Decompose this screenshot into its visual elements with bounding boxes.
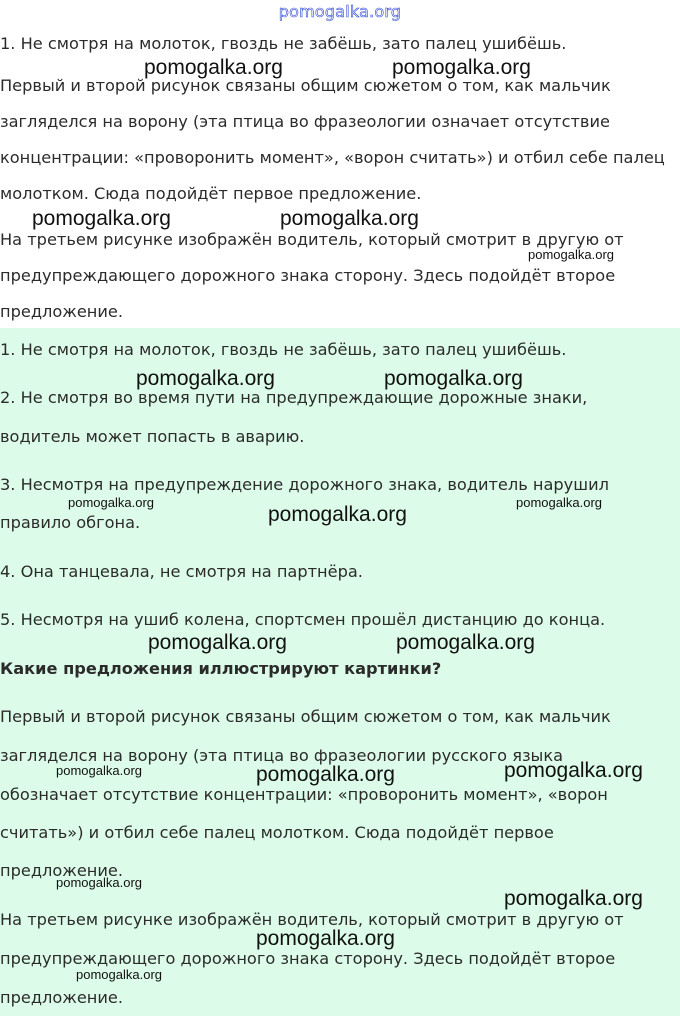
watermark: pomogalka.org — [56, 875, 142, 890]
watermark: pomogalka.org — [516, 495, 602, 510]
example-sentence: 4. Она танцевала, не смотря на партнёра. — [0, 562, 363, 581]
paragraph-line: На третьем рисунке изображён водитель, который смотрит в другую от — [0, 230, 624, 249]
watermark: pomogalka.org — [396, 631, 535, 654]
watermark: pomogalka.org — [256, 763, 395, 786]
watermark: pomogalka.org — [56, 763, 142, 778]
paragraph-line: концентрации: «проворонить момент», «ворон считать») и отбил себе палец — [0, 148, 665, 167]
watermark: pomogalka.org — [280, 207, 419, 230]
watermark: pomogalka.org — [144, 56, 283, 79]
watermark: pomogalka.org — [528, 247, 614, 262]
paragraph-line: считать») и отбил себе палец молотком. Сюда подойдёт первое — [0, 823, 554, 842]
paragraph-line: На третьем рисунке изображён водитель, который смотрит в другую от — [0, 910, 624, 929]
example-sentence: 3. Несмотря на предупреждение дорожного знака, водитель нарушил — [0, 475, 609, 494]
watermark: pomogalka.org — [384, 367, 523, 390]
watermark: pomogalka.org — [32, 207, 171, 230]
watermark: pomogalka.org — [148, 631, 287, 654]
paragraph-line: молотком. Сюда подойдёт первое предложение. — [0, 184, 422, 203]
watermark: pomogalka.org — [392, 56, 531, 79]
watermark: pomogalka.org — [256, 927, 395, 950]
site-logo[interactable]: pomogalka.org — [278, 2, 402, 21]
paragraph-line: предложение. — [0, 988, 124, 1007]
paragraph-line: Первый и второй рисунок связаны общим сюжетом о том, как мальчик — [0, 707, 611, 726]
paragraph-line: предупреждающего дорожного знака сторону. Здесь подойдёт второе — [0, 266, 616, 285]
watermark: pomogalka.org — [76, 967, 162, 982]
watermark: pomogalka.org — [268, 503, 407, 526]
paragraph-line: Первый и второй рисунок связаны общим сюжетом о том, как мальчик — [0, 76, 611, 95]
paragraph-line: загляделся на ворону (эта птица во фразеологии означает отсутствие — [0, 112, 610, 131]
example-sentence: правило обгона. — [0, 513, 141, 532]
paragraph-line: предложение. — [0, 302, 124, 321]
paragraph-line: обозначает отсутствие концентрации: «проворонить момент», «ворон — [0, 785, 608, 804]
question-heading: Какие предложения иллюстрируют картинки? — [0, 659, 442, 678]
paragraph-line: 1. Не смотря на молоток, гвоздь не забёшь, зато палец ушибёшь. — [0, 34, 567, 53]
watermark: pomogalka.org — [136, 367, 275, 390]
example-sentence: 5. Несмотря на ушиб колена, спортсмен прошёл дистанцию до конца. — [0, 610, 606, 629]
watermark: pomogalka.org — [68, 495, 154, 510]
example-sentence: 2. Не смотря во время пути на предупреждающие дорожные знаки, — [0, 388, 588, 407]
paragraph-line: предупреждающего дорожного знака сторону. Здесь подойдёт второе — [0, 949, 616, 968]
example-sentence: 1. Не смотря на молоток, гвоздь не забёшь, зато палец ушибёшь. — [0, 340, 567, 359]
watermark: pomogalka.org — [504, 887, 643, 910]
watermark: pomogalka.org — [504, 759, 643, 782]
example-sentence: водитель может попасть в аварию. — [0, 427, 305, 446]
paragraph-line: загляделся на ворону (эта птица во фразеологии русского языка — [0, 746, 564, 765]
paragraph-line: предложение. — [0, 861, 124, 880]
